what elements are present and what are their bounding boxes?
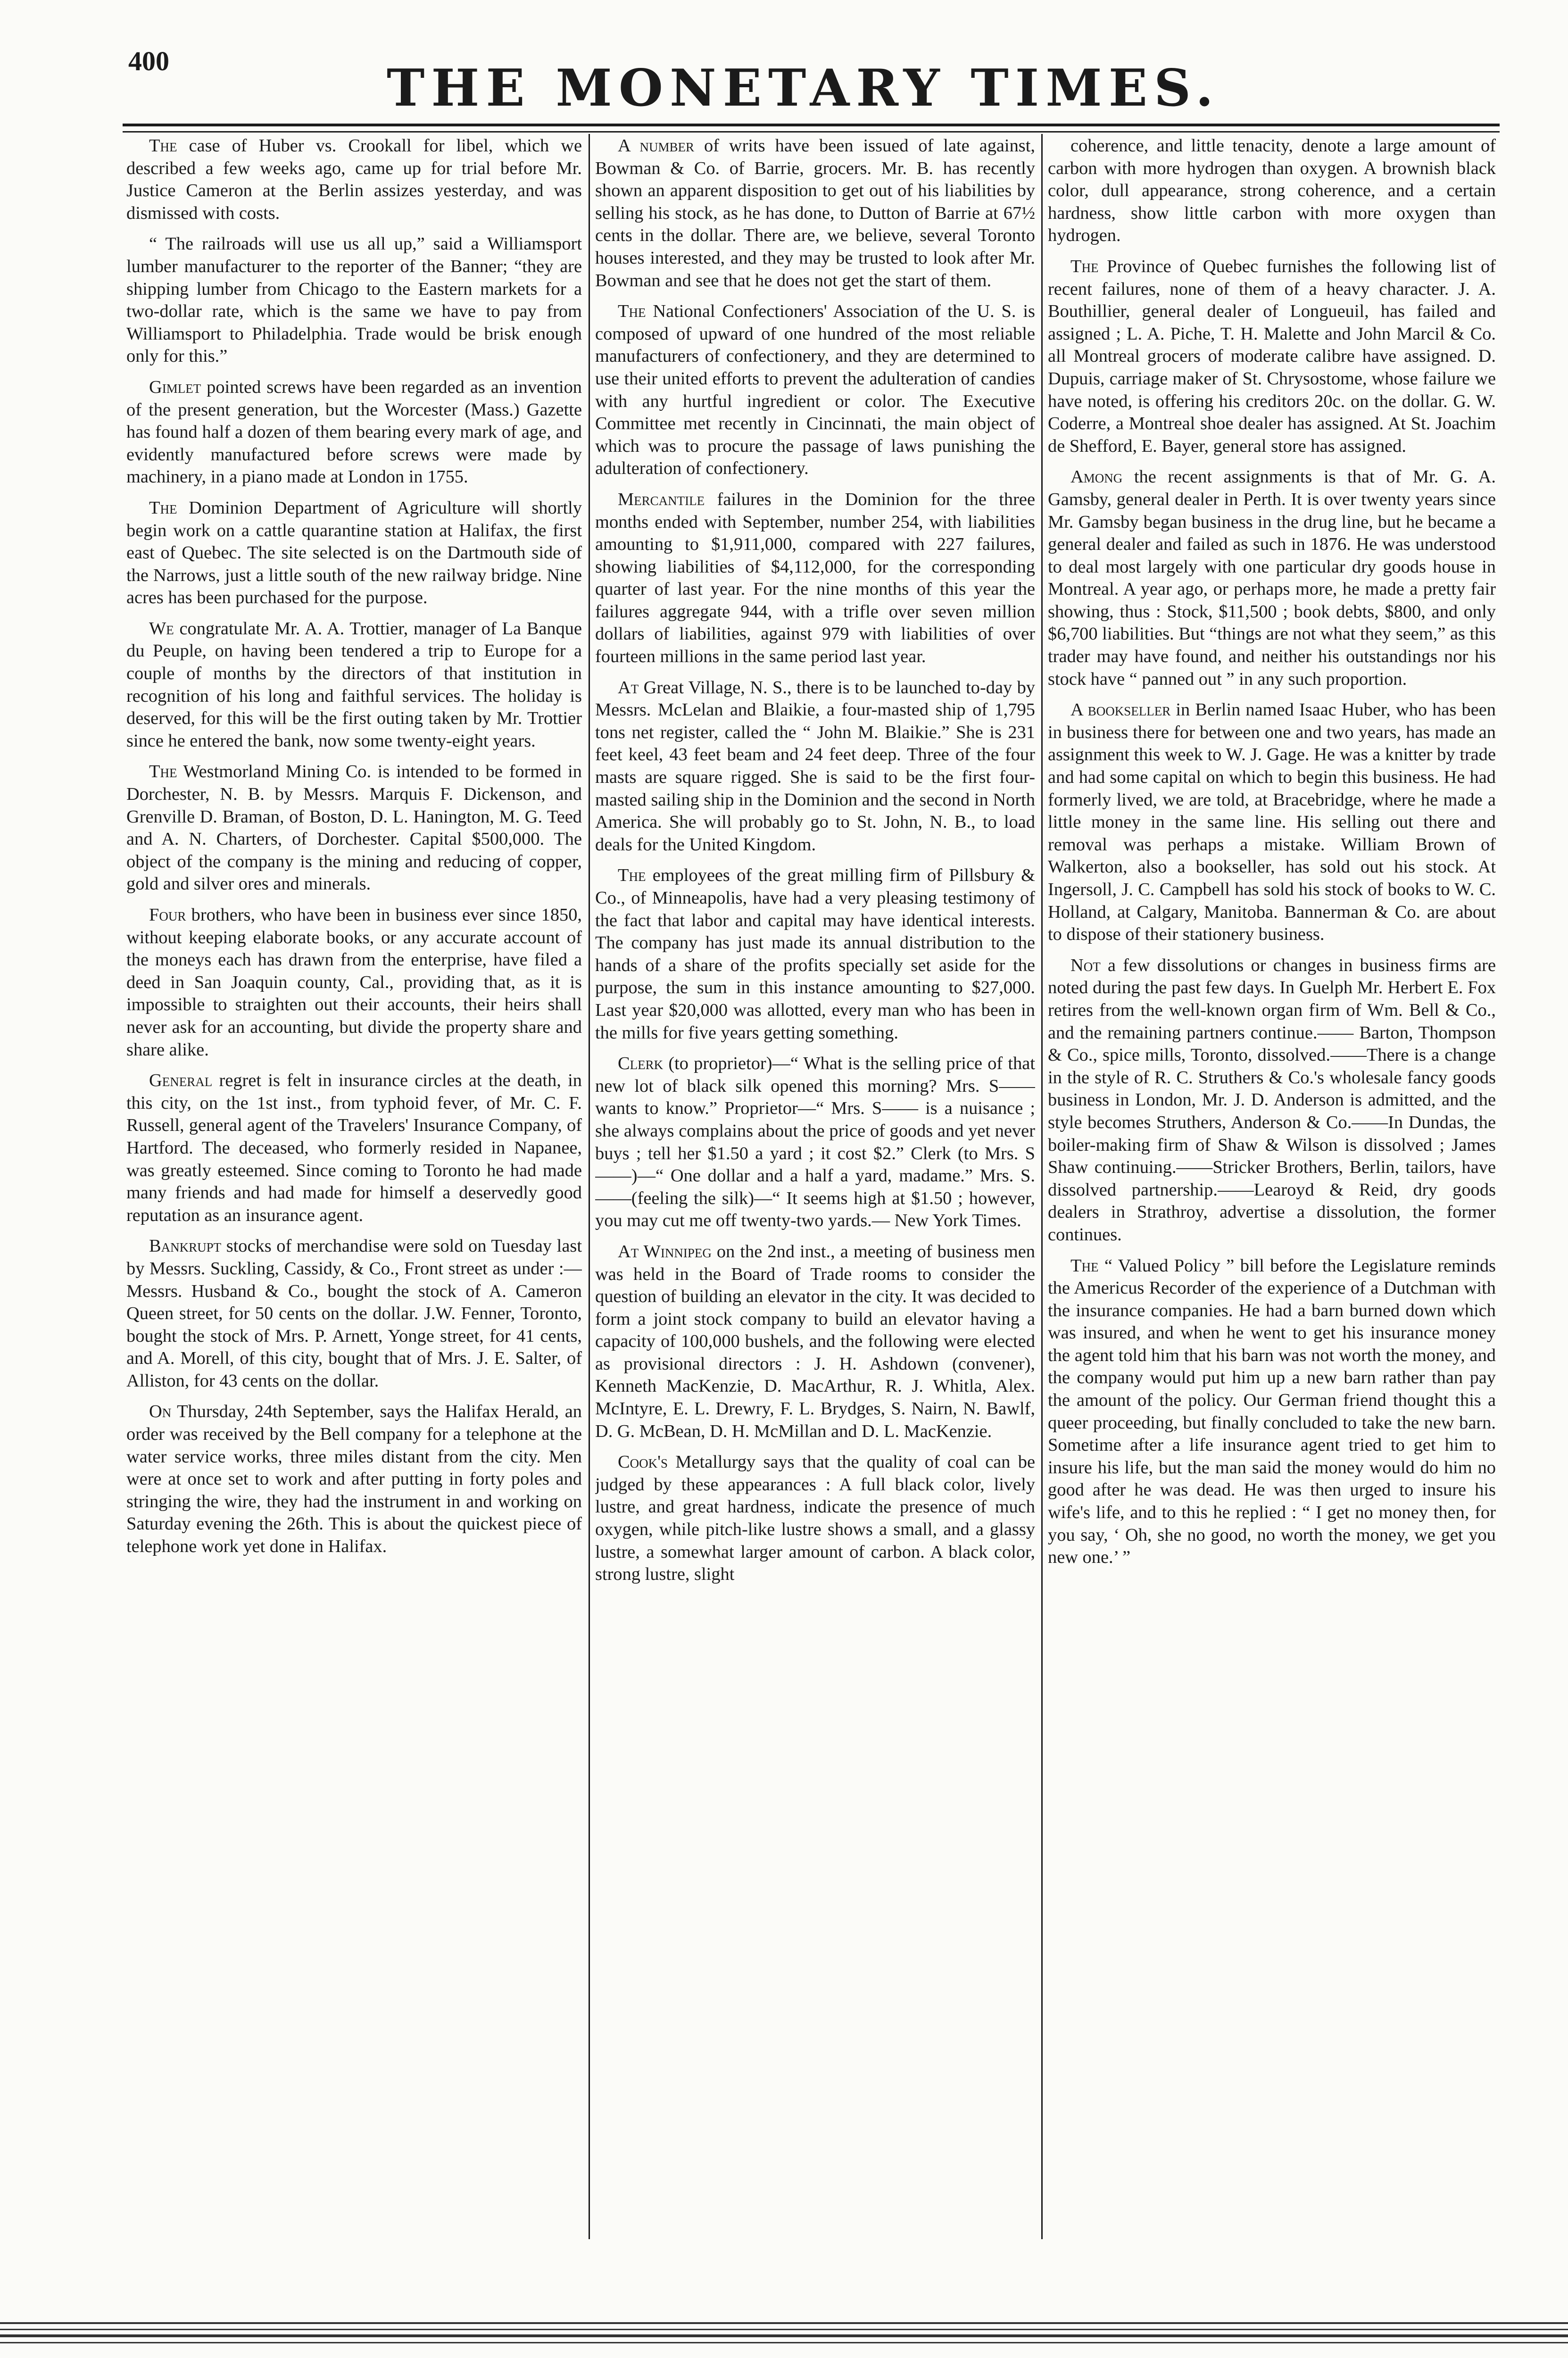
paragraph-lead-word: We [149,618,174,639]
paragraph-text: (to proprietor)—“ What is the selling price of that new lot of black silk opened this morning? Mrs. S—— wants to know.” Proprietor—“ Mrs. S—— is a nuisance ; she always complains about the price of goods and yet never buys ; tell her $1.50 a yard ; it cost $2.” Clerk (to Mrs. S——)—“ One dollar and a half a yard, madame.” Mrs. S.——(feeling the silk)—“ It seems high at $1.50 ; however, you may cut me off twenty-two yards.— New York Times. [595,1054,1035,1231]
paragraph-lead-word: The [618,865,646,886]
paragraph-text: in Berlin named Isaac Huber, who has been in business there for between one and two years, has made an assignment this week to W. J. Gage. He was a knitter by trade and had some capital on which to begin this business. He had formerly lived, we are told, at Bracebridge, where he made a little money in the same line. His selling out there and removal was perhaps a mistake. William Brown of Walkerton, also a bookseller, has sold out his stock. At Ingersoll, J. C. Campbell has sold his stock of books to W. C. Holland, at Calgary, Manitoba. Bannerman & Co. are about to dispose of their stationery business. [1048,700,1496,945]
article-paragraph [126,1235,582,1392]
article-paragraph [126,1070,582,1227]
paragraph-lead-word: Four [149,905,186,925]
paragraph-text: Thursday, 24th September, says the Halifax Herald, an order was received by the Bell company for a telephone at the water service works, three miles distant from the city. Men were at once set to work and after putting in forty poles and stringing the wire, they had the instrument in and working on Saturday evening the 26th. This is about the quickest piece of telephone work yet done in Halifax. [126,1402,582,1557]
page-number: 400 [128,46,169,76]
paragraph-lead-word: The [1070,256,1099,276]
paragraph-lead-word: Among [1070,467,1123,487]
paragraph-lead-word: Clerk [618,1054,664,1074]
paragraph-lead-word: Cook's [618,1452,668,1472]
article-paragraph [1048,256,1496,457]
paragraph-text: “ The railroads will use us all up,” said a Williamsport lumber manufacturer to the reporter of the Banner; “they are shipping lumber from Chicago to the Eastern markets for a two-dollar rate, which is the same we have to pay from Williamsport to Philadelphia. Trade would be brisk enough only for this.” [126,234,582,366]
paragraph-lead-word: At [618,677,639,697]
article-paragraph [1048,135,1496,247]
paragraph-text: Great Village, N. S., there is to be launched to-day by Messrs. McLelan and Blaikie, a four-masted ship of 1,795 tons net register, called the “ John M. Blaikie.” She is 231 feet keel, 43 feet beam and 24 feet deep. Three of the four masts are square rigged. She is said to be the first four-masted sailing ship in the Dominion and the second in North America. She will probably go to St. John, N. B., to load deals for the United Kingdom. [595,677,1035,855]
paragraph-text: congratulate Mr. A. A. Trottier, manager of La Banque du Peuple, on having been tendered a trip to Europe for a couple of months by the directors of that institution in recognition of his long and faithful services. The holiday is deserved, for this will be the first outing taken by Mr. Trottier since he entered the bank, now some twenty-eight years. [126,618,582,751]
footer-rule [0,2342,1568,2343]
paragraph-lead-word: The [149,498,177,518]
article-paragraph [126,904,582,1061]
article-paragraph [595,864,1035,1044]
paragraph-text: failures in the Dominion for the three months ended with September, number 254, with liabilities amounting to $1,911,000, compared with 227 failures, showing liabilities of $4,112,000, for the corresponding quarter of last year. For the nine months of this year the failures aggregate 944, with a trifle over seven million dollars of liabilities, against 979 with liabilities of over fourteen millions in the same period last year. [595,489,1035,667]
column-1 [126,135,582,2233]
paragraph-text: National Confectioners' Association of the U. S. is composed of upward of one hundred of the most reliable manufacturers of confectionery, and they are determined to use their united efforts to prevent the adulteration of candies with any hurtful ingredient or color. The Executive Committee met recently in Cincinnati, the main object of which was to procure the passage of laws punishing the adulteration of confectionery. [595,301,1035,479]
article-paragraph [126,618,582,753]
paragraph-text: Dominion Department of Agriculture will shortly begin work on a cattle quarantine station at Halifax, the first east of Quebec. The site selected is on the Dartmouth side of the Narrows, just a little south of the new railway bridge. Nine acres has been purchased for the purpose. [126,498,582,608]
article-paragraph [1048,699,1496,946]
paragraph-lead-word: Bankrupt [149,1236,222,1256]
paragraph-text: employees of the great milling firm of Pillsbury & Co., of Minneapolis, have had a very pleasing testimony of the fact that labor and capital may have identical interests. The company has just made its annual distribution to the hands of a share of the profits specially set aside for the purpose, the sum in this instance amounting to $27,000. Last year $20,000 was allotted, every man who has been in the mills for five years getting something. [595,865,1035,1043]
footer-rule [0,2329,1568,2330]
article-paragraph [1048,955,1496,1246]
article-paragraph [595,489,1035,668]
article-paragraph [126,376,582,489]
paragraph-lead-word: Not [1070,955,1101,975]
paragraph-lead-word: The [149,762,177,782]
article-paragraph [595,1053,1035,1232]
article-paragraph [126,233,582,368]
header-rule-thin [123,131,1500,133]
article-paragraph [595,1241,1035,1443]
paragraph-lead-word: Gimlet [149,377,201,397]
paragraph-lead-word: Mercantile [618,489,705,509]
article-paragraph [126,497,582,609]
article-paragraph [595,1451,1035,1586]
paragraph-text: a few dissolutions or changes in business firms are noted during the past few days. In Guelph Mr. Herbert E. Fox retires from the well-known organ firm of Wm. Bell & Co., and the remaining partners continue.—— Barton, Thompson & Co., spice mills, Toronto, dissolved.——There is a change in the style of R. C. Struthers & Co.'s wholesale fancy goods business in London, Mr. J. D. Anderson is admitted, and the style becomes Struthers, Anderson & Co.——In Dundas, the boiler-making firm of Shaw & Wilson is dissolved ; James Shaw continuing.——Stricker Brothers, Berlin, tailors, have dissolved partnership.——Learoyd & Reid, dry goods dealers in Strathroy, advertise a dissolution, the former continues. [1048,955,1496,1245]
column-3 [1048,135,1496,2233]
paragraph-text: pointed screws have been regarded as an invention of the present generation, but the Worcester (Mass.) Gazette has found half a dozen of them bearing every mark of age, and evidently manufactured before screws were made by machinery, in a piano made at London in 1755. [126,377,582,487]
paragraph-text: of writs have been issued of late against, Bowman & Co. of Barrie, grocers. Mr. B. has recently shown an apparent disposition to get out of his liabilities by selling his stock, as he has done, to Dutton of Barrie at 67½ cents in the dollar. There are, we believe, several Toronto houses interested, and they may be trusted to look after Mr. Bowman and see that he does not get the start of them. [595,136,1035,291]
paragraph-lead-word: At Winnipeg [618,1241,712,1262]
article-paragraph [595,135,1035,292]
article-paragraph [1048,466,1496,690]
header-rule [123,124,1500,126]
paragraph-text: Westmorland Mining Co. is intended to be formed in Dorchester, N. B. by Messrs. Marquis F. Dickenson, and Grenville D. Braman, of Boston, D. L. Hanington, M. G. Teed and A. N. Charters, of Dorchester. Capital $500,000. The object of the company is the mining and reducing of copper, gold and silver ores and minerals. [126,762,582,894]
paragraph-text: Metallurgy says that the quality of coal can be judged by these appearances : A full black color, lively lustre, and great hardness, indicate the presence of much oxygen, while pitch-like lustre shows a small, and a glassy lustre, a somewhat larger amount of carbon. A black color, strong lustre, slight [595,1452,1035,1585]
article-paragraph [1048,1255,1496,1569]
footer-rule [0,2334,1568,2337]
paragraph-lead-word: On [149,1402,172,1422]
paragraph-text: stocks of merchandise were sold on Tuesday last by Messrs. Suckling, Cassidy, & Co., Front street as under :—Messrs. Husband & Co., bought the stock of A. Cameron Queen street, for 50 cents on the dollar. J.W. Fenner, Toronto, bought the stock of Mrs. P. Arnett, Yonge street, for 41 cents, and A. Morell, of this city, bought that of Mrs. J. E. Salter, of Alliston, for 43 cents on the dollar. [126,1236,582,1391]
article-paragraph [126,761,582,896]
paragraph-lead-word: A bookseller [1070,700,1171,720]
paragraph-text: Province of Quebec furnishes the following list of recent failures, none of them of a heavy character. J. A. Bouthillier, general dealer of Longueuil, has failed and assigned ; L. A. Piche, T. H. Malette and John Marcil & Co. all Montreal grocers of moderate calibre have assigned. D. Dupuis, carriage maker of St. Chrysostome, whose failure we have noted, is offering his creditors 20c. on the dollar. G. W. Coderre, a Montreal shoe dealer has assigned. At St. Joachim de Shefford, E. Bayer, general store has assigned. [1048,256,1496,456]
article-paragraph [126,1401,582,1558]
paragraph-text: the recent assignments is that of Mr. G. A. Gamsby, general dealer in Perth. It is over twenty years since Mr. Gamsby began business in the drug line, but he became a general dealer and failed as such in 1876. He was understood to deal most largely with one particular dry goods house in Montreal. A year ago, or perhaps more, he made a pretty fair showing, thus : Stock, $11,500 ; book debts, $800, and only $6,700 liabilities. But “things are not what they seem,” as this trader may have found, and neither his outstandings nor his stock have “ panned out ” in any such proportion. [1048,467,1496,689]
paragraph-text: regret is felt in insurance circles at the death, in this city, on the 1st inst., from typhoid fever, of Mr. C. F. Russell, general agent of the Travelers' Insurance Company, of Hartford. The deceased, who formerly resided in Napanee, was greatly esteemed. Since coming to Toronto he had made many friends and had made for himself a deservedly good reputation as an insurance agent. [126,1071,582,1225]
footer-rule [0,2322,1568,2324]
column-divider [1041,134,1043,2239]
paragraph-lead-word: General [149,1071,213,1091]
column-divider [589,134,590,2239]
paragraph-lead-word: The [618,301,646,322]
paragraph-text: coherence, and little tenacity, denote a large amount of carbon with more hydrogen than oxygen. A brownish black color, dull appearance, strong coherence, and a certain hardness, show little carbon with more oxygen than hydrogen. [1048,136,1496,246]
article-paragraph [126,135,582,224]
paragraph-text: brothers, who have been in business ever since 1850, without keeping elaborate books, or any accurate account of the moneys each has drawn from the enterprise, have filed a deed in San Joaquin county, Cal., providing that, as it is impossible to straighten out their accounts, their heirs shall never ask for an accounting, but divide the property share and share alike. [126,905,582,1060]
column-2 [595,135,1035,2233]
paragraph-text: case of Huber vs. Crookall for libel, which we described a few weeks ago, came up for trial before Mr. Justice Cameron at the Berlin assizes yesterday, and was dismissed with costs. [126,136,582,223]
paragraph-lead-word: A number [618,136,695,156]
paragraph-text: “ Valued Policy ” bill before the Legislature reminds the Americus Recorder of the experience of a Dutchman with the insurance companies. He had a barn burned down which was insured, and when he went to get his insurance money the agent told him that his barn was not worth the money, and the company would put him up a new barn rather than pay the amount of the policy. Our German friend thought this a queer proceeding, but finally concluded to take the new barn. Sometime after a life insurance agent tried to get him to insure his life, but the man said the money would do him no good after he was dead. He was then urged to insure his wife's life, and to this he replied : “ I get no money then, for you say, ‘ Oh, she no good, no worth the money, we get you new one.’ ” [1048,1255,1496,1568]
paragraph-text: on the 2nd inst., a meeting of business men was held in the Board of Trade rooms to consider the question of building an elevator in the city. It was decided to form a joint stock company to build an elevator having a capacity of 100,000 bushels, and the following were elected as provisional directors : J. H. Ashdown (convener), Kenneth MacKenzie, D. MacArthur, R. J. Whitla, Alex. McIntyre, E. L. Drewry, F. L. Brydges, S. Nairn, N. Bawlf, D. G. McBean, D. H. McMillan and D. L. MacKenzie. [595,1241,1035,1441]
paragraph-lead-word: The [1070,1255,1099,1276]
article-paragraph [595,677,1035,856]
article-paragraph [595,300,1035,480]
paragraph-lead-word: The [149,136,177,156]
publication-title: THE MONETARY TIMES. [387,58,1220,118]
